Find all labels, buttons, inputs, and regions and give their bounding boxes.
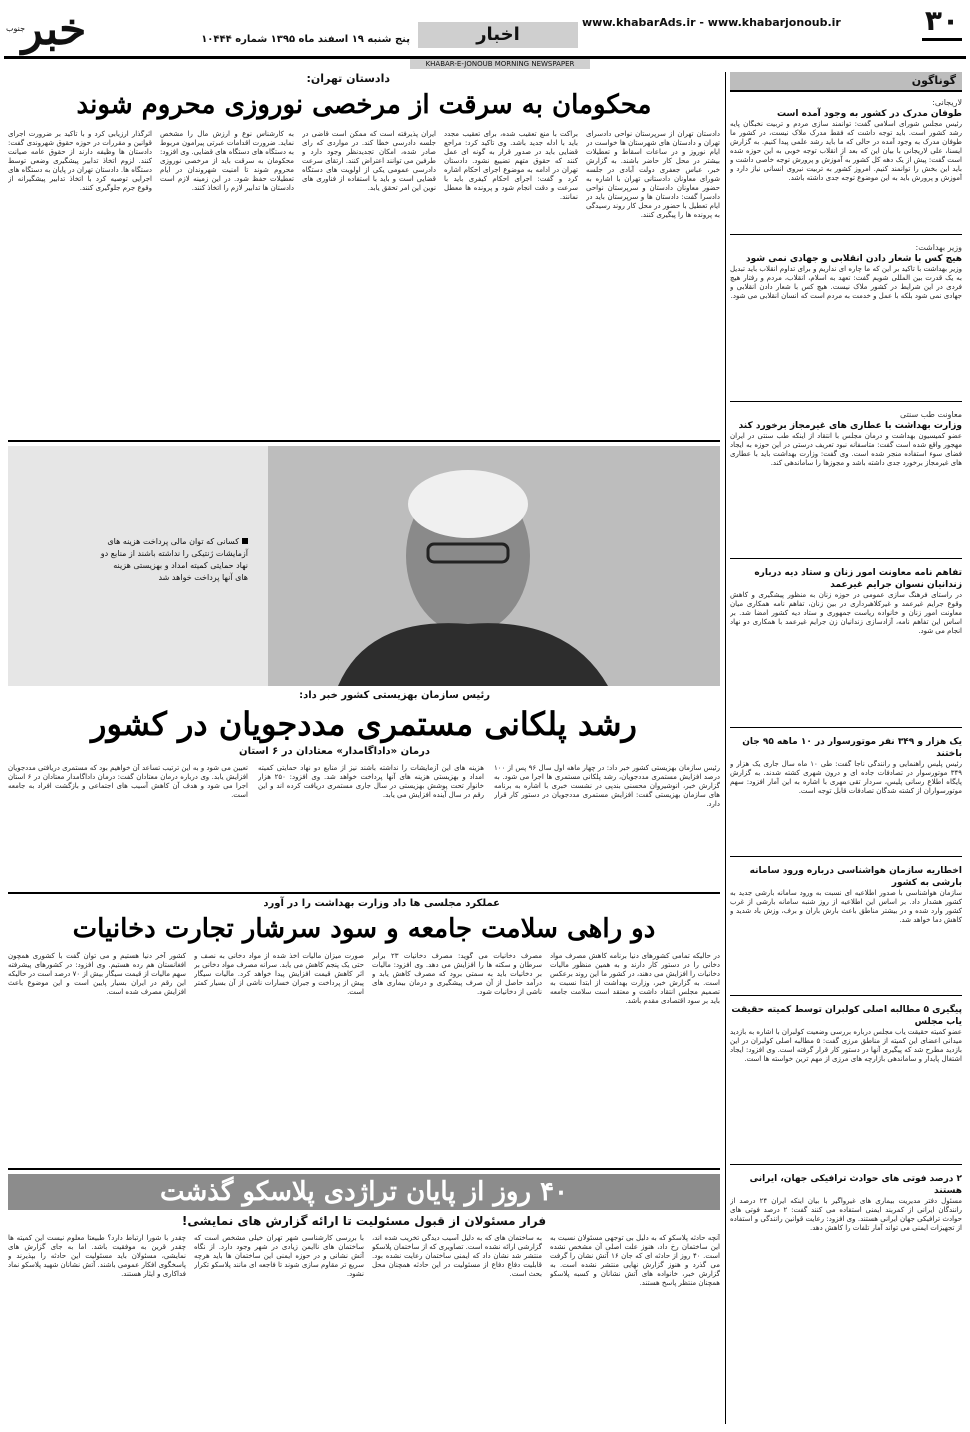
column-separator bbox=[725, 72, 726, 1424]
article-column: هزینه های این آزمایشات را نداشته باشند نیز از منابع دو نهاد حمایتی کمیته امداد و بهزیستی هزینه های آنها پرداخت خواهد شد. وی افزود: ۲۵۰ هزار خانوار تحت پوشش بهزیستی در سال جاری مستمری دریافت کرده اند و این رقم در سال آینده افزایش می یابد. bbox=[258, 764, 484, 799]
item-title: طوفان مدرک در کشور به وجود آمده است bbox=[776, 109, 962, 119]
article-title: محکومان به سرقت از مرخصی نوروزی محروم شوند bbox=[76, 90, 652, 120]
article-subtitle: فرار مسئولان از قبول مسئولیت تا ارائه گزارش های نمایشی! bbox=[181, 1214, 547, 1228]
sidebar-item bbox=[730, 410, 962, 559]
item-kicker: وزیر بهداشت: bbox=[915, 243, 962, 252]
item-body: رئیس پلیس راهنمایی و رانندگی ناجا گفت: طی ۱۰ ماه سال جاری یک هزار و ۳۴۹ موتورسوار در تصادفات جاده ای و درون شهری کشته شدند. به گزارش پایگاه اطلاع رسانی پلیس، سردار تقی مهری با اشاره به این آمار افزود: سهم موتورسواران از کشته شدگان تصادفات قابل توجه است. bbox=[730, 760, 962, 795]
sidebar-item bbox=[730, 736, 962, 857]
item-title: یک هزار و ۳۴۹ نفر موتورسوار در ۱۰ ماهه ۹۵ جان باختند bbox=[742, 737, 962, 759]
item-title: هیچ کس با شعار دادن انقلابی و جهادی نمی شود bbox=[746, 254, 962, 264]
logo-sub: جنوب bbox=[6, 24, 26, 33]
logo-text: خبر bbox=[21, 4, 87, 55]
article-title: ۴۰ روز از پایان تراژدی پلاسکو گذشت bbox=[159, 1177, 569, 1207]
item-body: وزیر بهداشت با تاکید بر این که ما چاره ای نداریم و برای تداوم انقلاب باید تبدیل به یک قدرت بین المللی شویم گفت: تعهد به اسلام، انقلاب، مردم و رفتار هیچ فردی در این شرایط در کشور ملاک نیست. هیچ کس با شعار دادن انقلابی و جهادی نمی شود بلکه با عمل و خدمت به مردم است که انسان انقلابی می شود. bbox=[730, 265, 962, 300]
article-column: به ساختمان های که به دلیل آسیب دیدگی تخریب شده اند، گزارشی ارائه نشده است. تصاویری که از ساختمان پلاسکو منتشر شد نشان داد که ایمنی ساختمان رعایت نشده بود. قابلیت دفاع دفاع از مسئولیت در این حادثه همچنان محل بحث است. bbox=[372, 1234, 542, 1278]
page-number: ۳۰ bbox=[922, 4, 962, 41]
item-title: پیگیری ۵ مطالبه اصلی کولبران توسط کمیته حقیقت یاب مجلس bbox=[731, 1005, 962, 1027]
article-subtitle: درمان «داداگامدار» معتادان در ۶ استان bbox=[239, 746, 430, 757]
item-body: مسئول دفتر مدیریت بیماری های غیرواگیر با بیان اینکه ایران ۲۴ درصد از رانندگان ایرانی از کمربند ایمنی استفاده می کنند گفت: ۲ درصد فوتی های حوادث ترافیکی جهان ایرانی هستند. وی افزود: رعایت قوانین رانندگی و استفاده از تجهیزات ایمنی می تواند آمار تلفات را کاهش دهد. bbox=[730, 1197, 962, 1232]
section-label: اخبار bbox=[418, 22, 578, 48]
sidebar-item bbox=[730, 98, 962, 235]
item-body: سازمان هواشناسی با صدور اطلاعیه ای نسبت به ورود سامانه بارشی جدید به کشور هشدار داد. بر اساس این اطلاعیه از روز شنبه سامانه بارشی از غرب کشور وارد شده و در بیشتر مناطق باعث بارش باران و برف، وزش باد شدید و کاهش دما خواهد شد. bbox=[730, 889, 962, 924]
caption-text: کسانی که توان مالی پرداخت هزینه های آزمایشات ژنتیکی را نداشته باشند از منابع دو نهاد حمایتی کمیته امداد و بهزیستی هزینه های آنها پرداخت خواهد شد bbox=[100, 537, 248, 582]
article-column: ایران پذیرفته است که ممکن است قاضی در جلسه دادرسی خطا کند. در مواردی که رای صادر شده، امکان تجدیدنظر وجود دارد و طرفین می توانند اعتراض کنند. ارتقای سرعت دادرسی عمومی یکی از اولویت های دستگاه قضایی است و باید با استفاده از فناوری های نوین این امر تحقق یابد. bbox=[302, 130, 436, 192]
article-column: صورت میزان مالیات اخذ شده از مواد دخانی به نصف و حتی یک پنجم کاهش می یابد. سرانه مصرف مواد دخانی بر اثر کاهش قیمت افزایش پیدا خواهد کرد. مالیات سیگار پیش از پرداخت و جبران خسارات ناشی از آن بسیار کمتر است. bbox=[194, 952, 364, 996]
sidebar bbox=[730, 72, 962, 1424]
photo-caption bbox=[98, 536, 248, 584]
article-prosecutor bbox=[8, 72, 720, 442]
article-tobacco bbox=[8, 898, 720, 1170]
item-title: ۲ درصد فوتی های حوادث ترافیکی جهان، ایرانی هستند bbox=[749, 1174, 962, 1196]
article-kicker: رئیس سازمان بهزیستی کشور خبر داد: bbox=[299, 690, 490, 701]
article-welfare bbox=[8, 446, 720, 894]
sidebar-item bbox=[730, 1173, 962, 1317]
article-column: رئیس سازمان بهزیستی کشور خبر داد: در چهار ماهه اول سال ۹۶ پس از ۱۰۰ درصد افزایش مستمری مددجویان، رشد پلکانی مستمری ها اجرا می شود. به گزارش خبر، انوشیروان محسنی بندپی در نشست خبری با اشاره به برنامه های سازمان بهزیستی گفت: افزایش مستمری مددجویان در دستور کار قرار دارد. bbox=[494, 764, 720, 808]
article-column: دادستان تهران از سرپرستان نواحی دادسرای تهران و دادستان های شهرستان ها خواست در ایام نوروز و در ساعات اسقاط و تعطیلات بیشتر در محل کار حاضر باشند. به گزارش خبر، عباس جعفری دولت آبادی در جلسه شورای معاونان دادستانی تهران با اشاره به حضور معاونان دادستان و سرپرستان نواحی دادسرا گفت: دادستان ها و سرپرستان باید در ایام تعطیل با حضور در محل کار روند رسیدگی به پرونده ها را پیگیری کنند. bbox=[586, 130, 720, 219]
item-kicker: لاریجانی: bbox=[932, 98, 962, 107]
sidebar-heading bbox=[730, 72, 962, 92]
caption-marker bbox=[242, 538, 248, 544]
item-body: عضو کمیته حقیقت یاب مجلس درباره بررسی وضعیت کولبران با اشاره به بازدید میدانی اعضای این کمیته از مناطق مرزی گفت: ۵ مطالبه اصلی کولبران در این بازدید مطرح شد که پیگیری آنها در دستور کار قرار گرفته است. وی افزود: ایجاد اشتغال پایدار و ساماندهی بازارچه های مرزی از مهم ترین خواسته ها است. bbox=[730, 1028, 962, 1063]
article-column: چقدر با شورا ارتباط دارد؟ طبیعتا معلوم نیست این کمیته ها چقدر قرین به موفقیت باشد. اما به جای گزارش های نمایشی، مسئولان باید مسئولیت این حادثه را بپذیرند و پاسخگوی افکار عمومی باشند. آتش نشانان شهید پلاسکو نماد فداکاری و ایثار هستند. bbox=[8, 1234, 186, 1278]
sidebar-item bbox=[730, 567, 962, 728]
item-body: عضو کمیسیون بهداشت و درمان مجلس با انتقاد از اینکه طب سنتی در ایران مهجور واقع شده است گفت: متاسفانه نبود تعریف درستی در این حوزه به ایجاد فضای سوء استفاده منجر شده است. وی گفت: وزارت بهداشت باید با عطاری های غیرمجاز برخورد جدی داشته باشد و مجوزها را ساماندهی کند. bbox=[730, 432, 962, 467]
article-column: اثرگذار ارزیابی کرد و با تاکید بر ضرورت اجرای قوانین و مقررات در حوزه حقوق شهروندی گفت: دادستان ها وظیفه دارند از حقوق عامه صیانت کنند. لزوم اتخاذ تدابیر پیشگیری وضعی توسط دستگاه ها. دادستان تهران در پایان به دستگاه های اجرایی توصیه کرد با اتخاذ تدابیر پیشگیرانه از وقوع جرم جلوگیری کنند. bbox=[8, 130, 152, 192]
issue-date: پنج شنبه ۱۹ اسفند ماه ۱۳۹۵ شماره ۱۰۴۴۴ bbox=[201, 34, 410, 45]
article-plasco bbox=[8, 1174, 720, 1424]
article-kicker: دادستان تهران: bbox=[306, 72, 390, 85]
item-title: تفاهم نامه معاونت امور زنان و ستاد دیه درباره زندانیان نسوان جرایم غیرعمد bbox=[754, 568, 962, 590]
page-header bbox=[0, 0, 970, 68]
newspaper-logo bbox=[6, 6, 102, 56]
sidebar-heading-text: گوناگون bbox=[911, 74, 956, 87]
item-body: رئیس مجلس شورای اسلامی گفت: توانمند سازی مردم و تربیت نخبگان پایه رشد کشور است. باید توجه داشت که فقط مدرک ملاک نیست، در کشور ما طوفان مدرک به وجود آمده در حالی که ما باید رشد علمی پیدا کنیم. به گزارش ایسنا، علی لاریجانی با بیان این که بعد از انقلاب توجه خوبی به این حوزه شده است گفت: پیش از یک دهه کل کشور به آموزش و پرورش توجه خاصی داشت و باید این بخش را توانمند کنیم. امروز کشور به تربیت نیروی انسانی نیاز دارد و آموزش و پرورش باید به این موضوع توجه جدی داشته باشد. bbox=[730, 120, 962, 182]
article-column: آنچه حادثه پلاسکو که به دلیل بی توجهی مسئولان نسبت به این ساختمان رخ داد، هنوز علت اصلی آن مشخص نشده است. ۴۰ روز از حادثه ای که جان ۱۶ آتش نشان را گرفت می گذرد و هنوز گزارش نهایی منتشر نشده است. به گزارش خبر، خانواده های آتش نشانان و کسبه پلاسکو همچنان منتظر پاسخ هستند. bbox=[550, 1234, 720, 1287]
article-column: کشور آخر دنیا هستیم و می توان گفت با کشوری همچون افغانستان هم رده هستیم. وی افزود: در کشورهای پیشرفته سهم مالیات از قیمت سیگار بیش از ۷۰ درصد است در حالیکه این رقم در ایران بسیار پایین است و این موضوع باعث افزایش مصرف شده است. bbox=[8, 952, 186, 996]
article-column: تعیین می شود و به این ترتیب تساعد آن خواهیم بود که مستمری دریافتی مددجویان افزایش یابد. وی درباره درمان معتادان گفت: درمان داداگامدار معتادان در ۶ استان اجرا می شود و هدف آن کاهش آسیب های اجتماعی و بازگشت افراد به جامعه است. bbox=[8, 764, 248, 799]
item-title: وزارت بهداشت با عطاری های غیرمجاز برخورد کند bbox=[738, 421, 962, 431]
article-column: به کارشناس نوع و ارزش مال را مشخص نماید. ضرورت اقدامات عبرتی پیرامون مربوط به دستگاه های دستگاه های قضایی. وی افزود: محکومان به سرقت باید از مرخصی نوروزی محروم شوند تا امنیت شهروندان در ایام تعطیلات حفظ شود. در این زمینه لازم است دادستان ها تدابیر لازم را اتخاذ کنند. bbox=[160, 130, 294, 192]
website-url: www.khabarAds.ir - www.khabarjonoub.ir bbox=[582, 16, 841, 29]
item-body: در راستای فرهنگ سازی عمومی در حوزه زنان به منظور پیشگیری و کاهش وقوع جرایم غیرعمد و غیرکلاهبرداری در بین زنان، تفاهم نامه همکاری میان معاونت امور زنان و خانواده ریاست جمهوری و ستاد دیه کشور امضا شد. بر اساس این تفاهم نامه، آزادسازی زندانیان زن جرایم غیرعمد با همکاری دو نهاد انجام می شود. bbox=[730, 591, 962, 635]
article-column: در حالیکه تمامی کشورهای دنیا برنامه کاهش مصرف مواد دخانی را در دستور کار دارند و به همین منظور مالیات دخانیات را افزایش می دهند، در کشور ما این روند برعکس است. به گزارش خبر، وزارت بهداشت از ابتدا نسبت به تصمیم مجلس انتقاد داشت و معتقد است سلامت جامعه باید بر سود اقتصادی مقدم باشد. bbox=[550, 952, 720, 1005]
item-title: اخطاریه سازمان هواشناسی درباره ورود سامانه بارشی به کشور bbox=[749, 866, 962, 888]
item-kicker: معاونت طب سنتی bbox=[899, 410, 962, 419]
sidebar-item bbox=[730, 1004, 962, 1165]
paper-name: KHABAR-E-JONOUB MORNING NEWSPAPER bbox=[425, 60, 575, 68]
article-kicker: عملکرد مجلسی ها داد وزارت بهداشت را در آورد bbox=[263, 898, 500, 909]
article-column: با بررسی کارشناسی شهر تهران خیلی مشخص است که ساختمان های ناایمن زیادی در شهر وجود دارد. از نگاه آتش نشانی و در حوزه ایمنی این ساختمان ها باید هرچه سریع تر مقاوم سازی شوند تا فاجعه ای مانند پلاسکو تکرار نشود. bbox=[194, 1234, 364, 1278]
sidebar-item bbox=[730, 865, 962, 996]
article-column: مصرف دخانیات می گوید: مصرف دخانیات ۲۳ برابر سرطان و سکته ها را افزایش می دهد. وی افزود: مالیات بر دخانیات باید به سمتی برود که مصرف کاهش یابد و درآمد حاصل از آن صرف پیشگیری و درمان بیماری های ناشی از دخانیات شود. bbox=[372, 952, 542, 996]
article-column: براکت با منع تعقیب شده، برای تعقیب مجدد باید با ادله جدید باشد. وی تاکید کرد: مراجع قضایی باید در صدور قرار به گونه ای عمل کنند که حقوق متهم تضییع نشود. دادستان تهران در ادامه به موضوع اجرای احکام اشاره کرد و گفت: اجرای احکام کیفری باید با سرعت و دقت انجام شود و پرونده ها معطل نمانند. bbox=[444, 130, 578, 201]
article-title: دو راهی سلامت جامعه و سود سرشار تجارت دخانیات bbox=[72, 914, 656, 944]
sidebar-item bbox=[730, 243, 962, 402]
article-title: رشد پلکانی مستمری مددجویان در کشور bbox=[91, 705, 637, 743]
